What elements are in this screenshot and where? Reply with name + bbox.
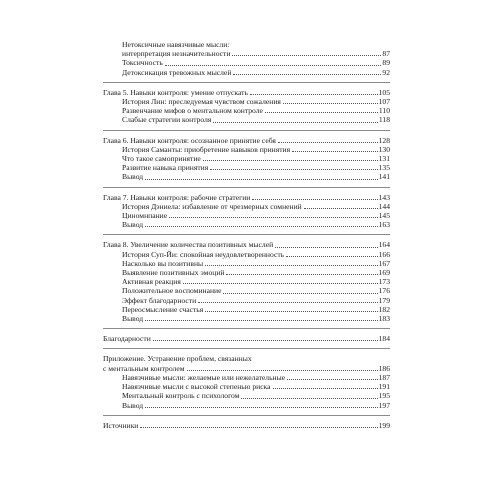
toc-entry[interactable] <box>103 58 390 67</box>
toc-entry[interactable] <box>103 268 390 277</box>
toc-entry-label: Насколько вы позитивны <box>122 258 204 268</box>
section-divider <box>103 234 390 235</box>
toc-entry-label: Положительное воспоминание <box>122 286 222 296</box>
toc-entry[interactable] <box>103 220 390 229</box>
toc-entry[interactable] <box>103 97 390 106</box>
toc-chapter-entry[interactable] <box>103 421 390 430</box>
toc-entry-label: Ментальный контроль с психологом <box>122 391 240 401</box>
section-divider <box>103 415 390 416</box>
toc-chapter-title: Глава 6. Навыки контроля: осознанное принятие себя <box>103 135 276 145</box>
toc-entry-page: 144 <box>378 201 390 211</box>
toc-entry-page: 110 <box>378 106 390 116</box>
toc-subheading: Нетоксичные навязчивые мысли: <box>122 40 230 49</box>
toc-chapter-entry[interactable] <box>103 193 390 202</box>
toc-entry[interactable] <box>103 250 390 259</box>
dot-leader <box>287 379 378 380</box>
toc-entry[interactable] <box>103 391 390 400</box>
toc-chapter-entry[interactable] <box>103 88 390 97</box>
table-of-contents <box>103 40 390 430</box>
toc-entry-label: Выявление позитивных эмоций <box>122 268 225 278</box>
dot-leader <box>205 311 377 312</box>
toc-entry[interactable] <box>103 277 390 286</box>
section-divider <box>103 328 390 329</box>
toc-entry-label: Вывод <box>122 400 144 410</box>
dot-leader <box>145 226 377 227</box>
toc-entry-label: интерпретация незначительности <box>122 49 231 59</box>
toc-entry-page: 141 <box>378 172 390 182</box>
toc-chapter-entry[interactable] <box>103 240 390 249</box>
dot-leader <box>153 340 378 341</box>
dot-leader <box>252 199 377 200</box>
toc-entry-page: 184 <box>378 334 390 344</box>
toc-entry-label: Вывод <box>122 220 144 230</box>
toc-entry[interactable] <box>103 106 390 115</box>
toc-chapter-entry[interactable] <box>103 364 390 373</box>
toc-entry-page: 167 <box>378 258 390 268</box>
dot-leader <box>210 169 377 170</box>
toc-chapter-title: Глава 7. Навыки контроля: рабочие стратегии <box>103 192 251 202</box>
dot-leader <box>233 74 381 75</box>
dot-leader <box>275 247 377 248</box>
dot-leader <box>213 122 377 123</box>
toc-entry[interactable] <box>103 314 390 323</box>
toc-entry[interactable] <box>103 68 390 77</box>
toc-entry[interactable] <box>103 163 390 172</box>
dot-leader <box>304 208 378 209</box>
dot-leader <box>283 103 378 104</box>
toc-entry[interactable] <box>103 154 390 163</box>
toc-chapter-title: Глава 5. Навыки контроля: умение отпускать <box>103 87 248 97</box>
toc-entry-label: Переосмысление счастья <box>122 304 204 314</box>
toc-entry-label: Вывод <box>122 172 144 182</box>
dot-leader <box>165 65 382 66</box>
toc-entry-page: 182 <box>378 304 390 314</box>
toc-entry-page: 131 <box>378 154 390 164</box>
toc-entry-page: 87 <box>382 49 390 59</box>
dot-leader <box>265 112 378 113</box>
dot-leader <box>241 398 377 399</box>
toc-entry-label: Циномнпание <box>122 211 168 221</box>
toc-chapter-title: Источники <box>103 420 139 430</box>
dot-leader <box>278 142 378 143</box>
toc-entry[interactable] <box>103 211 390 220</box>
dot-leader <box>145 320 377 321</box>
dot-leader <box>187 370 378 371</box>
toc-entry-label: История Лин: преследуемая чувством сожаления <box>122 97 281 107</box>
dot-leader <box>169 217 378 218</box>
toc-entry-page: 176 <box>378 286 390 296</box>
toc-entry-page: 191 <box>378 382 390 392</box>
toc-entry-page: 164 <box>378 240 390 250</box>
dot-leader <box>183 283 378 284</box>
toc-entry[interactable] <box>103 373 390 382</box>
toc-entry[interactable] <box>103 259 390 268</box>
toc-entry-label: Токсичность <box>122 58 163 68</box>
section-divider <box>103 348 390 349</box>
toc-entry[interactable] <box>103 286 390 295</box>
dot-leader <box>145 179 377 180</box>
toc-entry-page: 145 <box>378 211 390 221</box>
toc-chapter-title-cont: с ментальным контролем <box>103 363 185 373</box>
dot-leader <box>205 265 377 266</box>
toc-entry-page: 195 <box>378 391 390 401</box>
dot-leader <box>198 302 377 303</box>
toc-entry-label: Развитие навыка принятия <box>122 163 209 173</box>
dot-leader <box>140 427 377 428</box>
toc-entry-page: 105 <box>378 87 390 97</box>
toc-entry-page: 143 <box>378 192 390 202</box>
toc-entry-page: 107 <box>378 97 390 107</box>
dot-leader <box>203 160 378 161</box>
toc-entry-page: 163 <box>378 220 390 230</box>
toc-entry[interactable] <box>103 145 390 154</box>
toc-entry[interactable] <box>103 172 390 181</box>
toc-entry-label: История Суп-Йи: спокойная неудовлетворенность <box>122 249 285 259</box>
toc-entry[interactable] <box>103 305 390 314</box>
toc-chapter-entry[interactable] <box>103 136 390 145</box>
toc-entry-page: 130 <box>378 144 390 154</box>
section-divider <box>103 82 390 83</box>
toc-entry-label: Слабые стратегии контроля <box>122 115 212 125</box>
toc-entry-label: Детоксикация тревожных мыслей <box>122 67 232 77</box>
toc-entry-page: 89 <box>382 58 390 68</box>
dot-leader <box>226 274 377 275</box>
toc-chapter-entry[interactable] <box>103 334 390 343</box>
toc-entry[interactable] <box>103 115 390 124</box>
toc-entry[interactable] <box>103 202 390 211</box>
dot-leader <box>250 94 378 95</box>
toc-entry-page: 186 <box>378 363 390 373</box>
dot-leader <box>273 388 378 389</box>
toc-entry-page: 179 <box>378 295 390 305</box>
toc-entry-page: 187 <box>378 372 390 382</box>
toc-entry-page: 183 <box>378 314 390 324</box>
section-divider <box>103 187 390 188</box>
toc-entry-label: История Дэниела: избавление от чрезмерных сомнений <box>122 201 302 211</box>
toc-entry-label: Эффект благодарности <box>122 295 197 305</box>
toc-entry-page: 128 <box>378 135 390 145</box>
toc-entry[interactable] <box>103 49 390 58</box>
dot-leader <box>292 151 378 152</box>
toc-entry-page: 92 <box>382 67 390 77</box>
section-divider <box>103 130 390 131</box>
dot-leader <box>286 256 377 257</box>
toc-entry[interactable] <box>103 382 390 391</box>
toc-entry-page: 199 <box>378 420 390 430</box>
toc-chapter-title: Благодарности <box>103 334 151 344</box>
toc-entry[interactable] <box>103 401 390 410</box>
toc-entry-label: Навязчивые мысли с высокой степенью риска <box>122 382 271 392</box>
toc-entry-page: 166 <box>378 249 390 259</box>
dot-leader <box>232 55 381 56</box>
toc-entry-label: Навязчивые мысли: желаемые или нежелательные <box>122 372 286 382</box>
toc-entry-label: Что такое самопринятие <box>122 154 201 164</box>
toc-chapter-title[interactable]: Приложение. Устранение проблем, связанных <box>103 354 252 364</box>
toc-entry-label: Развенчание мифов о ментальном контроле <box>122 106 263 116</box>
toc-entry-label: История Саманты: приобретение навыков принятия <box>122 144 291 154</box>
toc-entry-label: Вывод <box>122 314 144 324</box>
toc-entry-page: 118 <box>378 115 390 125</box>
dot-leader <box>223 293 377 294</box>
toc-entry[interactable] <box>103 296 390 305</box>
toc-entry-page: 135 <box>378 163 390 173</box>
toc-entry-page: 197 <box>378 400 390 410</box>
toc-entry-label: Активная реакция <box>122 277 181 287</box>
toc-entry-page: 169 <box>378 268 390 278</box>
toc-entry-page: 173 <box>378 277 390 287</box>
toc-chapter-title: Глава 8. Увеличение количества позитивных мыслей <box>103 240 274 250</box>
dot-leader <box>145 407 377 408</box>
